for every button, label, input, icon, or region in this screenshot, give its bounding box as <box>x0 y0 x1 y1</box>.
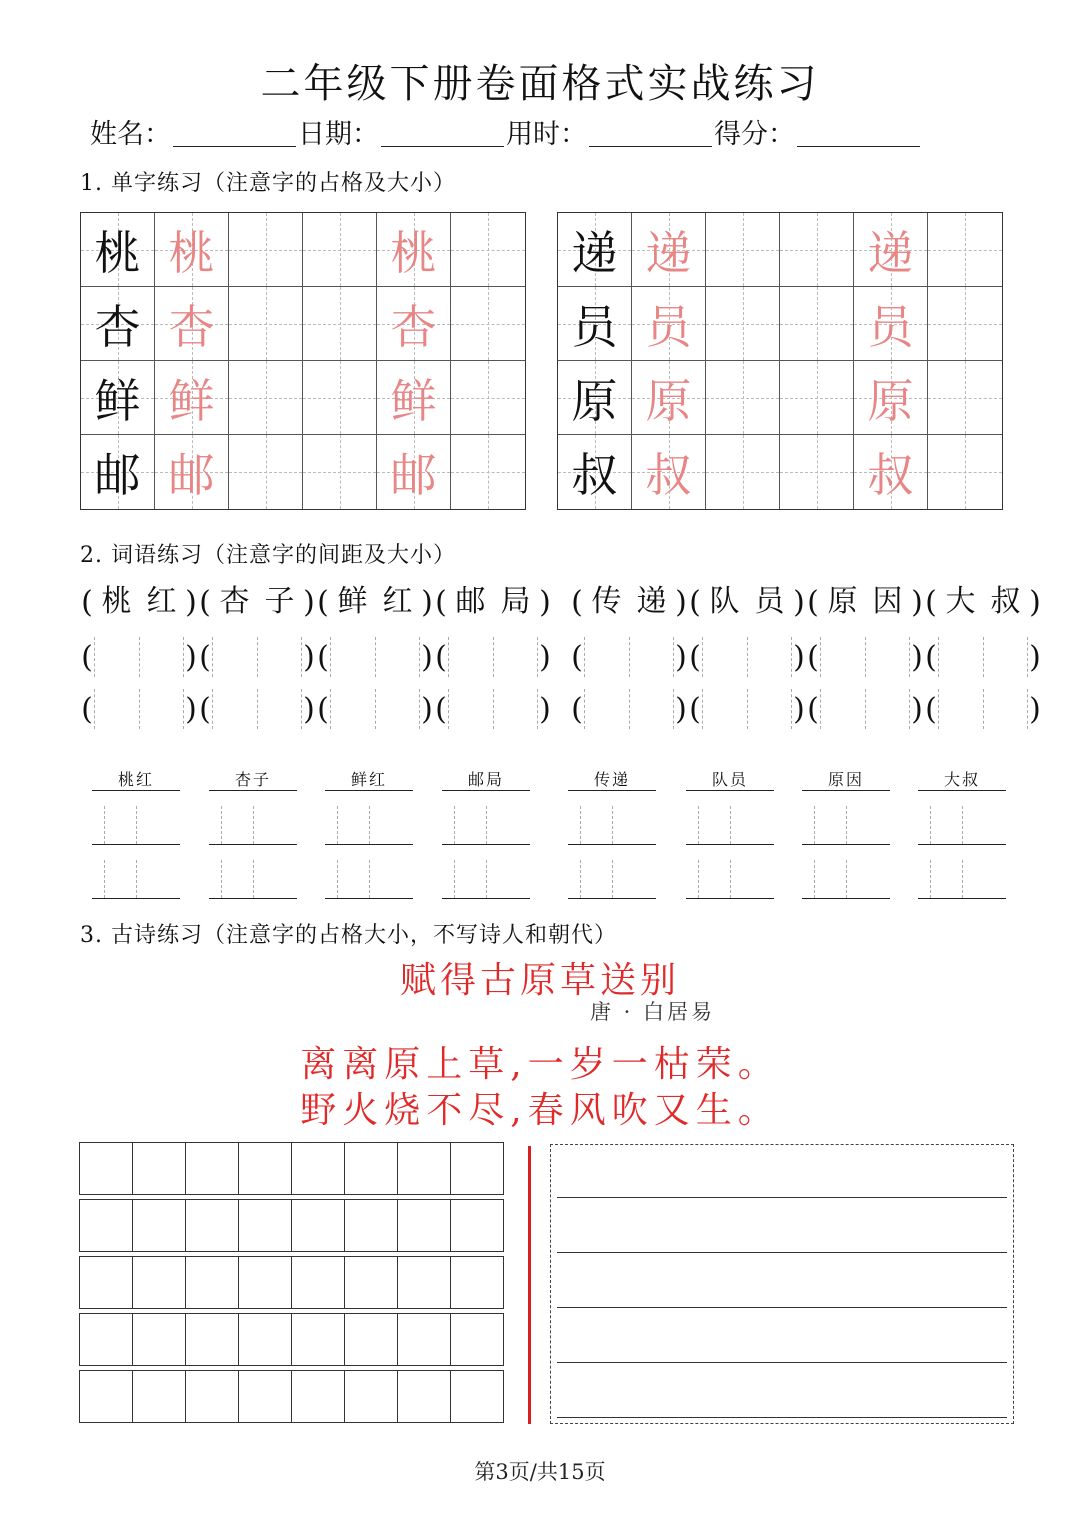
square-cell[interactable] <box>132 1256 186 1309</box>
char-cell[interactable] <box>854 287 928 361</box>
underline-word: 队员 <box>686 748 774 791</box>
word-blank-box[interactable] <box>212 689 302 729</box>
word-char <box>212 689 257 729</box>
word-char <box>747 637 793 677</box>
paren-right: ) <box>675 691 687 727</box>
word-char <box>629 637 675 677</box>
paren-right: ) <box>539 691 551 727</box>
char-cell[interactable] <box>780 213 854 287</box>
underline-word-column <box>802 748 890 899</box>
char-cell[interactable] <box>303 435 377 509</box>
char-cell[interactable] <box>632 287 706 361</box>
trace-char: 递 <box>867 225 914 280</box>
trace-char: 递 <box>645 225 692 280</box>
char-cell[interactable] <box>229 213 303 287</box>
word-box <box>938 582 1028 622</box>
square-cell[interactable] <box>132 1142 186 1195</box>
paren-right: ) <box>539 584 551 620</box>
char-cell[interactable] <box>303 287 377 361</box>
word-char: 红 <box>382 584 413 619</box>
char-cell[interactable] <box>377 435 451 509</box>
underline-blank[interactable] <box>686 802 774 845</box>
writing-line <box>557 1417 1007 1418</box>
paren-left: ( <box>435 691 447 727</box>
word-char <box>584 689 629 729</box>
word-char <box>94 637 139 677</box>
word-char <box>865 689 911 729</box>
square-cell[interactable] <box>397 1313 451 1366</box>
square-cell[interactable] <box>344 1313 398 1366</box>
word-box <box>584 582 674 622</box>
underline-word: 传递 <box>568 748 656 791</box>
char-cell[interactable] <box>81 435 155 509</box>
underline-blank[interactable] <box>92 802 180 845</box>
underline-blank[interactable] <box>802 802 890 845</box>
char-cell[interactable] <box>229 435 303 509</box>
paren-left: ( <box>435 639 447 675</box>
word-char <box>257 637 303 677</box>
paren-right: ) <box>793 639 805 675</box>
square-cell[interactable] <box>450 1370 504 1423</box>
paren-left: ( <box>199 639 211 675</box>
word-char: 大 <box>945 584 976 619</box>
underline-word-column <box>325 748 413 899</box>
square-cell[interactable] <box>450 1142 504 1195</box>
word-char <box>375 637 421 677</box>
char-cell[interactable] <box>377 361 451 435</box>
word-blank-box[interactable] <box>584 637 674 677</box>
char-cell[interactable] <box>155 287 229 361</box>
trace-char: 原 <box>645 373 692 428</box>
word-char <box>747 689 793 729</box>
char-cell[interactable] <box>558 361 632 435</box>
char-cell[interactable] <box>558 287 632 361</box>
trace-char: 鲜 <box>168 373 215 428</box>
paren-left: ( <box>925 691 937 727</box>
underline-blank[interactable] <box>209 802 297 845</box>
trace-char: 叔 <box>867 448 914 502</box>
word-blank-box[interactable] <box>94 689 184 729</box>
writing-line <box>557 1252 1007 1253</box>
paren-right: ) <box>185 639 197 675</box>
char-cell[interactable] <box>451 287 525 361</box>
trace-char: 邮 <box>168 448 215 502</box>
word-blank-box[interactable] <box>584 689 674 729</box>
underline-blank[interactable] <box>802 856 890 899</box>
paren-left: ( <box>199 691 211 727</box>
trace-char: 员 <box>867 299 914 354</box>
poem-line-2: 野火烧不尽,春风吹又生。 <box>300 1090 780 1131</box>
paren-left: ( <box>807 584 819 620</box>
word-char: 杏 <box>219 584 250 619</box>
underline-word-column <box>209 748 297 899</box>
square-cell[interactable] <box>291 1370 345 1423</box>
word-char: 原 <box>827 584 858 619</box>
word-blank-box[interactable] <box>94 637 184 677</box>
word-blank-box[interactable] <box>938 637 1028 677</box>
square-cell[interactable] <box>238 1370 292 1423</box>
word-char <box>330 689 375 729</box>
word-char <box>257 689 303 729</box>
char-cell[interactable] <box>632 361 706 435</box>
square-cell[interactable] <box>397 1142 451 1195</box>
word-char <box>375 689 421 729</box>
char-cell[interactable] <box>854 213 928 287</box>
date-blank[interactable] <box>381 145 504 147</box>
underline-blank[interactable] <box>325 802 413 845</box>
trace-char: 桃 <box>168 225 215 280</box>
square-cell[interactable] <box>79 1142 133 1195</box>
model-char: 鲜 <box>94 373 141 428</box>
underline-blank[interactable] <box>325 856 413 899</box>
square-cell[interactable] <box>291 1313 345 1366</box>
word-blank-box[interactable] <box>448 689 538 729</box>
paren-right: ) <box>421 691 433 727</box>
name-label: 姓名： <box>90 119 171 150</box>
char-cell[interactable] <box>558 213 632 287</box>
section1-label: 1. 单字练习（注意字的占格及大小） <box>80 171 456 196</box>
underline-word-column <box>686 748 774 899</box>
square-cell[interactable] <box>238 1199 292 1252</box>
char-cell[interactable] <box>928 361 1002 435</box>
poem-author: 唐 · 白居易 <box>590 1000 716 1024</box>
trace-char: 桃 <box>390 225 437 280</box>
model-char: 原 <box>571 373 618 428</box>
square-cell[interactable] <box>397 1370 451 1423</box>
square-cell[interactable] <box>185 1370 239 1423</box>
word-char <box>94 689 139 729</box>
word-row-written <box>80 582 1041 622</box>
word-char: 叔 <box>990 584 1021 619</box>
word-char: 红 <box>146 584 177 619</box>
word-char: 因 <box>872 584 903 619</box>
word-box <box>330 582 420 622</box>
paren-right: ) <box>185 691 197 727</box>
paren-left: ( <box>435 584 447 620</box>
word-char <box>938 637 983 677</box>
square-cell[interactable] <box>79 1370 133 1423</box>
word-char <box>493 637 539 677</box>
word-blank-box[interactable] <box>448 637 538 677</box>
paren-left: ( <box>925 639 937 675</box>
square-cell[interactable] <box>185 1199 239 1252</box>
student-info <box>90 112 922 151</box>
lined-writing-box[interactable] <box>550 1144 1014 1424</box>
word-char: 局 <box>500 584 531 619</box>
char-cell[interactable] <box>706 435 780 509</box>
char-grid-right <box>557 212 1003 510</box>
char-cell[interactable] <box>229 287 303 361</box>
char-cell[interactable] <box>229 361 303 435</box>
paren-right: ) <box>675 639 687 675</box>
paren-right: ) <box>303 639 315 675</box>
poem-line-1: 离离原上草,一岁一枯荣。 <box>300 1044 780 1085</box>
char-cell[interactable] <box>928 435 1002 509</box>
word-char <box>820 637 865 677</box>
paren-right: ) <box>793 584 805 620</box>
char-cell[interactable] <box>780 287 854 361</box>
word-char <box>938 689 983 729</box>
trace-char: 杏 <box>168 299 215 354</box>
square-cell[interactable] <box>238 1313 292 1366</box>
char-cell[interactable] <box>928 213 1002 287</box>
paren-right: ) <box>1029 691 1041 727</box>
paren-left: ( <box>317 691 329 727</box>
char-cell[interactable] <box>632 435 706 509</box>
char-cell[interactable] <box>780 435 854 509</box>
word-char <box>584 637 629 677</box>
paren-left: ( <box>81 691 93 727</box>
page-number: 第3页/共15页 <box>474 1460 606 1484</box>
word-char: 员 <box>754 584 785 619</box>
square-cell[interactable] <box>291 1256 345 1309</box>
model-char: 叔 <box>571 448 618 502</box>
char-cell[interactable] <box>377 287 451 361</box>
char-cell[interactable] <box>155 435 229 509</box>
word-char <box>212 637 257 677</box>
paren-left: ( <box>689 639 701 675</box>
writing-line <box>557 1197 1007 1198</box>
underline-blank[interactable] <box>568 856 656 899</box>
char-cell[interactable] <box>451 435 525 509</box>
paren-right: ) <box>1029 639 1041 675</box>
time-blank[interactable] <box>589 145 712 147</box>
char-cell[interactable] <box>155 213 229 287</box>
word-char: 子 <box>264 584 295 619</box>
word-char: 邮 <box>455 584 486 619</box>
square-cell[interactable] <box>450 1199 504 1252</box>
word-char <box>139 637 185 677</box>
paren-left: ( <box>807 691 819 727</box>
char-cell[interactable] <box>451 213 525 287</box>
word-char <box>493 689 539 729</box>
word-blank-box[interactable] <box>330 689 420 729</box>
square-cell[interactable] <box>238 1142 292 1195</box>
underline-word: 邮局 <box>442 748 530 791</box>
poem-title: 赋得古原草送别 <box>399 960 680 1001</box>
paren-right: ) <box>185 584 197 620</box>
paren-left: ( <box>689 584 701 620</box>
section3-label: 3. 古诗练习（注意字的占格大小，不写诗人和朝代） <box>80 923 617 948</box>
trace-char: 员 <box>645 299 692 354</box>
word-blank-box[interactable] <box>702 637 792 677</box>
model-char: 员 <box>571 299 618 354</box>
underline-word: 鲜红 <box>325 748 413 791</box>
word-char <box>448 637 493 677</box>
word-char <box>983 689 1029 729</box>
word-char: 传 <box>591 584 622 619</box>
date-label: 日期： <box>298 119 379 150</box>
paren-left: ( <box>571 639 583 675</box>
model-char: 杏 <box>94 299 141 354</box>
poem-writing-grid[interactable] <box>80 1142 504 1423</box>
square-cell[interactable] <box>238 1256 292 1309</box>
trace-char: 邮 <box>390 448 437 502</box>
word-char: 鲜 <box>337 584 368 619</box>
word-char: 队 <box>709 584 740 619</box>
word-blank-box[interactable] <box>212 637 302 677</box>
paren-right: ) <box>539 639 551 675</box>
paren-left: ( <box>807 639 819 675</box>
word-char <box>865 637 911 677</box>
underline-word-column <box>568 748 656 899</box>
square-cell[interactable] <box>79 1313 133 1366</box>
paren-right: ) <box>911 584 923 620</box>
underline-word: 杏子 <box>209 748 297 791</box>
underline-word-column <box>92 748 180 899</box>
writing-line <box>557 1362 1007 1363</box>
underline-blank[interactable] <box>209 856 297 899</box>
word-box <box>448 582 538 622</box>
paren-right: ) <box>793 691 805 727</box>
word-char: 桃 <box>101 584 132 619</box>
square-cell[interactable] <box>79 1199 133 1252</box>
paren-left: ( <box>571 584 583 620</box>
trace-char: 鲜 <box>390 373 437 428</box>
square-cell[interactable] <box>397 1199 451 1252</box>
char-cell[interactable] <box>706 213 780 287</box>
square-cell[interactable] <box>291 1142 345 1195</box>
word-box <box>212 582 302 622</box>
trace-char: 原 <box>867 373 914 428</box>
underline-blank[interactable] <box>918 856 1006 899</box>
char-cell[interactable] <box>81 213 155 287</box>
model-char: 递 <box>571 225 618 280</box>
char-cell[interactable] <box>155 361 229 435</box>
char-cell[interactable] <box>854 361 928 435</box>
word-box <box>702 582 792 622</box>
char-cell[interactable] <box>706 287 780 361</box>
paren-left: ( <box>317 639 329 675</box>
paren-right: ) <box>303 691 315 727</box>
score-blank[interactable] <box>797 145 920 147</box>
underline-word-column <box>918 748 1006 899</box>
paren-right: ) <box>911 639 923 675</box>
char-cell[interactable] <box>303 213 377 287</box>
trace-char: 叔 <box>645 448 692 502</box>
model-char: 邮 <box>94 448 141 502</box>
underline-word: 大叔 <box>918 748 1006 791</box>
page-title: 二年级下册卷面格式实战练习 <box>260 61 820 107</box>
paren-left: ( <box>925 584 937 620</box>
paren-left: ( <box>81 639 93 675</box>
underline-word-column <box>442 748 530 899</box>
word-blank-box[interactable] <box>938 689 1028 729</box>
char-cell[interactable] <box>706 361 780 435</box>
section2-label: 2. 词语练习（注意字的间距及大小） <box>80 543 456 568</box>
word-blank-box[interactable] <box>330 637 420 677</box>
divider-line <box>528 1146 531 1424</box>
paren-right: ) <box>303 584 315 620</box>
paren-left: ( <box>81 584 93 620</box>
square-cell[interactable] <box>185 1142 239 1195</box>
square-cell[interactable] <box>79 1256 133 1309</box>
word-char <box>702 689 747 729</box>
char-cell[interactable] <box>451 361 525 435</box>
underline-blank[interactable] <box>442 856 530 899</box>
word-row-blank-1 <box>80 637 1041 677</box>
square-cell[interactable] <box>450 1313 504 1366</box>
word-char <box>629 689 675 729</box>
paren-left: ( <box>571 691 583 727</box>
char-cell[interactable] <box>303 361 377 435</box>
paren-left: ( <box>689 691 701 727</box>
name-blank[interactable] <box>173 145 296 147</box>
underline-blank[interactable] <box>92 856 180 899</box>
square-cell[interactable] <box>397 1256 451 1309</box>
square-cell[interactable] <box>132 1199 186 1252</box>
word-row-blank-2 <box>80 689 1041 729</box>
square-cell[interactable] <box>450 1256 504 1309</box>
square-cell[interactable] <box>185 1313 239 1366</box>
square-cell[interactable] <box>344 1256 398 1309</box>
char-cell[interactable] <box>81 287 155 361</box>
paren-right: ) <box>675 584 687 620</box>
underline-blank[interactable] <box>918 802 1006 845</box>
underline-word: 桃红 <box>92 748 180 791</box>
char-cell[interactable] <box>928 287 1002 361</box>
char-cell[interactable] <box>558 435 632 509</box>
word-char <box>330 637 375 677</box>
word-char <box>702 637 747 677</box>
char-cell[interactable] <box>81 361 155 435</box>
word-char: 递 <box>636 584 667 619</box>
word-char <box>820 689 865 729</box>
score-label: 得分： <box>714 119 795 150</box>
square-cell[interactable] <box>132 1313 186 1366</box>
paren-left: ( <box>199 584 211 620</box>
word-blank-box[interactable] <box>702 689 792 729</box>
trace-char: 杏 <box>390 299 437 354</box>
word-box <box>94 582 184 622</box>
word-char <box>983 637 1029 677</box>
square-cell[interactable] <box>344 1199 398 1252</box>
square-cell[interactable] <box>291 1199 345 1252</box>
paren-right: ) <box>1029 584 1041 620</box>
underline-blank[interactable] <box>568 802 656 845</box>
underline-blank[interactable] <box>442 802 530 845</box>
word-blank-box[interactable] <box>820 689 910 729</box>
square-cell[interactable] <box>344 1142 398 1195</box>
square-cell[interactable] <box>132 1370 186 1423</box>
writing-line <box>557 1307 1007 1308</box>
model-char: 桃 <box>94 225 141 280</box>
underline-blank[interactable] <box>686 856 774 899</box>
underline-word: 原因 <box>802 748 890 791</box>
word-box <box>820 582 910 622</box>
word-char <box>139 689 185 729</box>
paren-left: ( <box>317 584 329 620</box>
word-char <box>448 689 493 729</box>
square-cell[interactable] <box>185 1256 239 1309</box>
word-blank-box[interactable] <box>820 637 910 677</box>
paren-right: ) <box>421 584 433 620</box>
char-cell[interactable] <box>377 213 451 287</box>
char-cell[interactable] <box>854 435 928 509</box>
char-grid-left <box>80 212 526 510</box>
time-label: 用时： <box>506 119 587 150</box>
square-cell[interactable] <box>344 1370 398 1423</box>
paren-right: ) <box>421 639 433 675</box>
char-cell[interactable] <box>632 213 706 287</box>
paren-right: ) <box>911 691 923 727</box>
char-cell[interactable] <box>780 361 854 435</box>
